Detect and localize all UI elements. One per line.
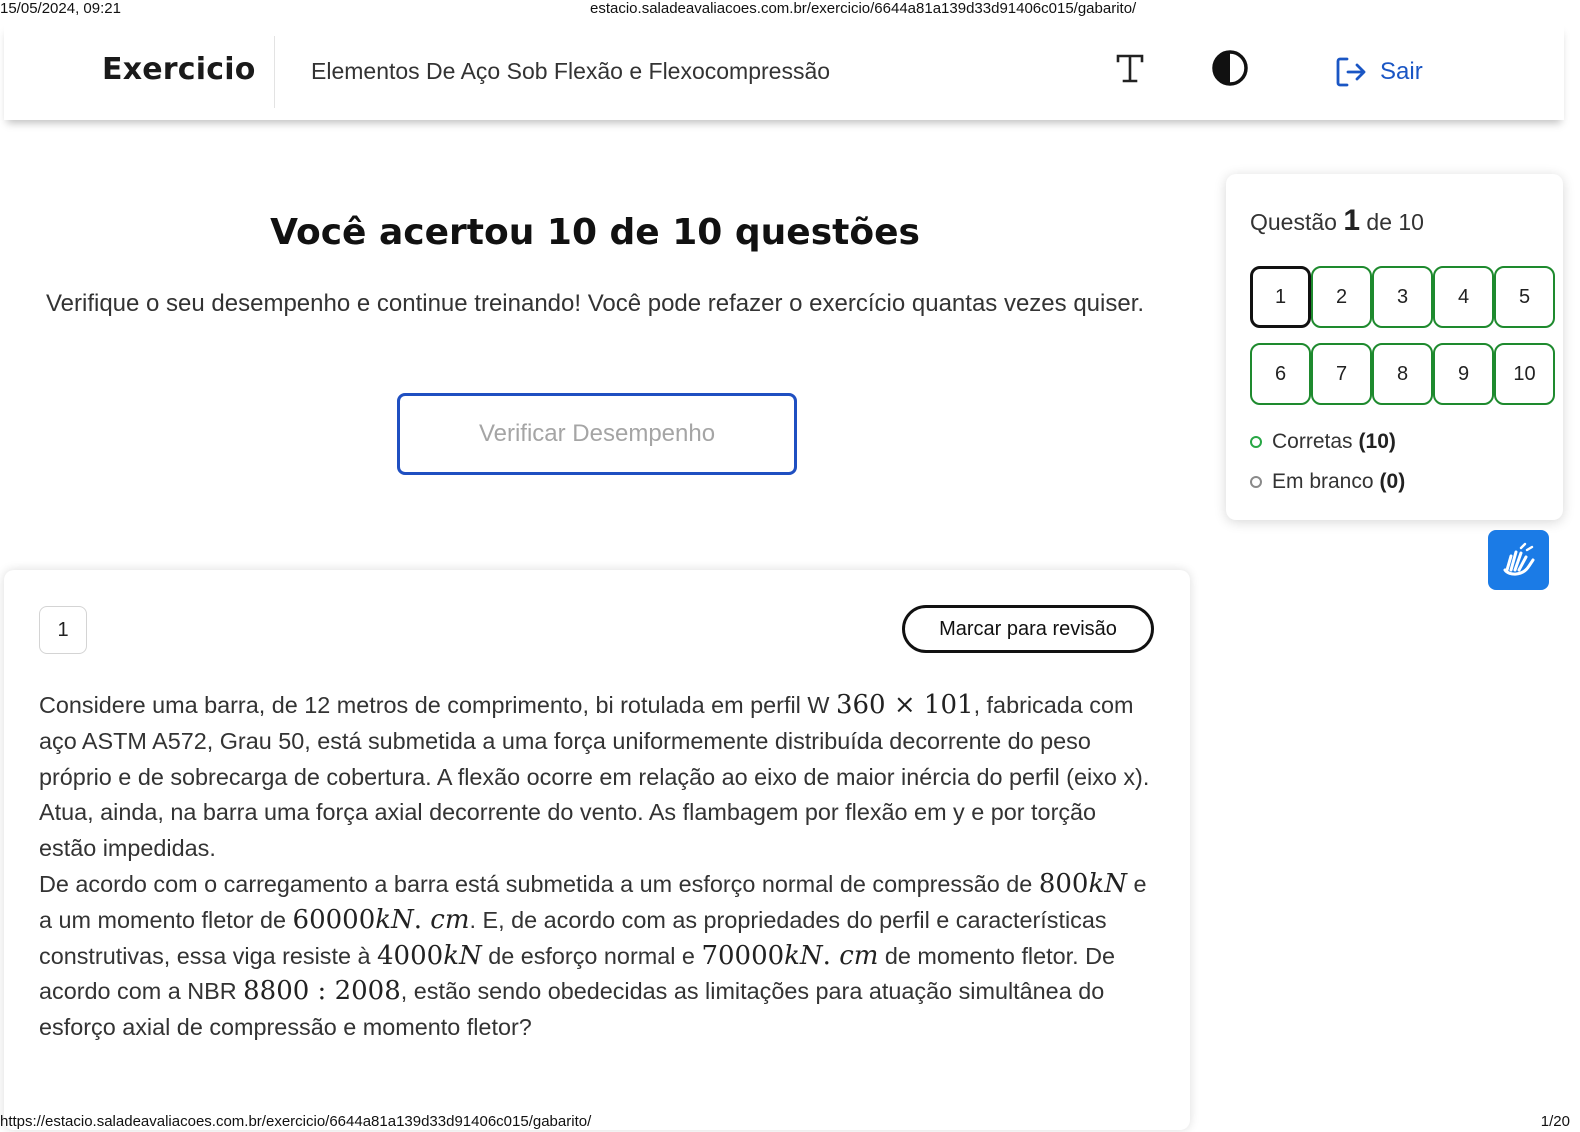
exercise-subject: Elementos De Aço Sob Flexão e Flexocompressão	[311, 58, 831, 84]
math-unit: kN	[1088, 868, 1127, 899]
sign-language-hands-icon	[1499, 540, 1539, 580]
logout-label: Sair	[1380, 58, 1423, 85]
font-size-icon[interactable]	[1112, 48, 1148, 88]
result-title: Você acertou 10 de 10 questões	[270, 212, 920, 253]
math-unit: kN	[443, 940, 482, 971]
question-button-4[interactable]: 4	[1433, 266, 1494, 328]
navigator-title-prefix: Questão	[1250, 209, 1337, 235]
math-unit: kN	[784, 940, 823, 971]
print-header-date: 15/05/2024, 09:21	[0, 0, 121, 17]
math-unit: cm	[839, 940, 879, 971]
math-operator: ×	[893, 690, 916, 720]
legend-blank-label: Em branco	[1272, 470, 1374, 493]
math-number: 4000	[377, 940, 444, 971]
mark-for-review-button[interactable]: Marcar para revisão	[902, 605, 1154, 653]
math-separator: .	[822, 940, 831, 971]
app-title: Exercicio	[102, 52, 256, 87]
print-footer-url: https://estacio.saladeavaliacoes.com.br/exercicio/6644a81a139d33d91406c015/gabarito/	[0, 1113, 592, 1130]
question-text: . E, de acordo com as propriedades do perfil e características construtivas, essa viga resiste à	[39, 906, 1107, 969]
question-text: de esforço normal e	[481, 942, 702, 969]
correct-dot-icon	[1250, 436, 1262, 448]
legend-correct-label: Corretas	[1272, 430, 1353, 453]
math-standard-number	[243, 976, 401, 1006]
question-card	[4, 570, 1190, 1130]
question-button-6[interactable]: 6	[1250, 343, 1311, 405]
question-number-badge: 1	[39, 606, 87, 654]
legend-blank	[1250, 470, 1405, 494]
result-subtitle: Verifique o seu desempenho e continue treinando! Você pode refazer o exercício quantas vezes quiser.	[45, 290, 1145, 317]
math-bending-moment	[293, 905, 470, 935]
question-button-2[interactable]: 2	[1311, 266, 1372, 328]
verify-performance-button[interactable]: Verificar Desempenho	[397, 393, 797, 475]
question-text: De acordo com o carregamento a barra está submetida a um esforço normal de compressão de	[39, 870, 1039, 897]
question-button-5[interactable]: 5	[1494, 266, 1555, 328]
question-grid	[1250, 266, 1556, 405]
math-axial-resistance	[377, 941, 482, 971]
question-navigator	[1226, 174, 1563, 520]
legend-blank-count: (0)	[1379, 470, 1406, 493]
question-text: Considere uma barra, de 12 metros de comprimento, bi rotulada em perfil W	[39, 692, 836, 718]
question-button-9[interactable]: 9	[1433, 343, 1494, 405]
math-number: 101	[923, 690, 974, 720]
math-profile	[836, 690, 974, 720]
question-button-8[interactable]: 8	[1372, 343, 1433, 405]
math-unit: kN	[375, 904, 414, 935]
navigator-title-suffix: de 10	[1366, 209, 1424, 235]
math-number: 360	[835, 690, 886, 720]
math-number: 800	[1038, 868, 1089, 899]
math-separator: :	[309, 976, 335, 1007]
print-footer-page: 1/20	[1540, 1113, 1570, 1130]
logout-button[interactable]	[1334, 54, 1423, 90]
math-compression-load	[1039, 869, 1127, 899]
logout-icon	[1334, 55, 1368, 89]
question-button-7[interactable]: 7	[1311, 343, 1372, 405]
question-paragraph-1	[39, 688, 1159, 867]
question-statement	[39, 688, 1159, 1046]
blank-dot-icon	[1250, 476, 1262, 488]
math-number: 60000	[292, 904, 376, 935]
math-moment-resistance	[701, 941, 878, 971]
contrast-icon[interactable]	[1210, 48, 1250, 88]
question-button-1[interactable]: 1	[1250, 266, 1311, 328]
legend-correct-count: (10)	[1358, 430, 1396, 453]
top-navigation-bar	[4, 24, 1564, 120]
navigator-current-number: 1	[1343, 204, 1361, 237]
math-separator: .	[413, 904, 423, 935]
question-text: , estão sendo obedecidas as limitações para atuação simultânea do esforço axial de compressão e momento fletor?	[39, 978, 1105, 1041]
header-divider	[274, 36, 275, 108]
math-unit: cm	[430, 904, 470, 935]
sign-language-button[interactable]	[1488, 530, 1549, 590]
math-number: 8800	[243, 976, 310, 1007]
legend-correct	[1250, 430, 1396, 454]
question-text: , fabricada com aço ASTM A572, Grau 50, está submetida a uma força uniformemente distribuída decorrente do peso próprio e de sobrecarga de cobertura. A flexão ocorre em relação ao eixo de maior inércia do perfil (eixo x). Atua, ainda, na barra uma força axial decorrente do vento. As flambagem por flexão em y e por torção estão impedidas.	[39, 692, 1150, 862]
question-text: de momento fletor. De acordo com a NBR	[39, 942, 1116, 1005]
math-number: 2008	[334, 976, 401, 1007]
question-text: e a um momento fletor de	[39, 870, 1147, 933]
question-paragraph-2	[39, 867, 1159, 1046]
question-button-3[interactable]: 3	[1372, 266, 1433, 328]
question-button-10[interactable]: 10	[1494, 343, 1555, 405]
navigator-title	[1250, 204, 1424, 238]
print-header-url: estacio.saladeavaliacoes.com.br/exercicio/6644a81a139d33d91406c015/gabarito/	[590, 0, 1137, 17]
math-number: 70000	[701, 940, 785, 971]
